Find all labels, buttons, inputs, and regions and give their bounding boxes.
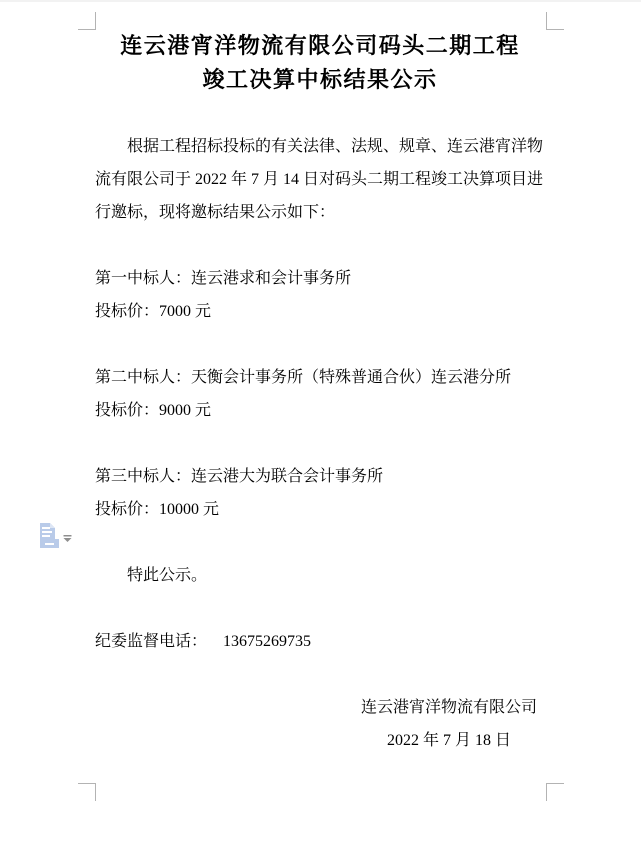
paste-options-dropdown-arrow[interactable] bbox=[63, 530, 72, 548]
bid-2-winner: 第二中标人：天衡会计事务所（特殊普通合伙）连云港分所 bbox=[95, 369, 512, 386]
spacer bbox=[95, 229, 545, 262]
bid-3-price: 投标价：10000 元 bbox=[95, 501, 220, 518]
text-boundary-mark-top-right bbox=[546, 12, 564, 30]
text-boundary-mark-bottom-left bbox=[78, 783, 96, 801]
bid-3-winner: 第三中标人：连云港大为联合会计事务所 bbox=[95, 468, 384, 485]
bid-1-price: 投标价：7000 元 bbox=[95, 303, 212, 320]
supervision-phone-line bbox=[95, 625, 545, 658]
closing-statement: 特此公示。 bbox=[127, 567, 208, 584]
paste-options-icon bbox=[39, 522, 60, 554]
spacer bbox=[95, 97, 545, 130]
text-boundary-mark-bottom-right bbox=[546, 783, 564, 801]
signature-date: 2022 年 7 月 18 日 bbox=[386, 732, 511, 749]
window-top-edge bbox=[0, 0, 641, 2]
supervision-phone-label: 纪委监督电话： bbox=[95, 633, 208, 650]
document-title bbox=[95, 29, 545, 97]
intro-paragraph-line-1: 根据工程招标投标的有关法律、法规、规章、连云港宵洋物 bbox=[127, 138, 544, 155]
supervision-phone-number: 13675269735 bbox=[223, 633, 312, 650]
paste-options-button[interactable] bbox=[39, 522, 73, 550]
intro-paragraph-line-2: 流有限公司于 2022 年 7 月 14 日对码头二期工程竣工决算项目进 bbox=[95, 171, 544, 188]
spacer bbox=[95, 526, 545, 559]
document-title-line-2: 竣工决算中标结果公示 bbox=[202, 67, 438, 92]
intro-paragraph-line-3: 行邀标，现将邀标结果公示如下： bbox=[95, 204, 336, 221]
bid-1-winner: 第一中标人：连云港求和会计事务所 bbox=[95, 270, 352, 287]
spacer bbox=[95, 427, 545, 460]
text-boundary-mark-top-left bbox=[78, 12, 96, 30]
spacer bbox=[95, 592, 545, 625]
bid-2-price: 投标价：9000 元 bbox=[95, 402, 212, 419]
document-title-line-1: 连云港宵洋物流有限公司码头二期工程 bbox=[120, 33, 520, 58]
spacer bbox=[95, 658, 545, 691]
spacer bbox=[95, 328, 545, 361]
signature-company: 连云港宵洋物流有限公司 bbox=[360, 699, 537, 716]
document-body bbox=[95, 29, 545, 757]
